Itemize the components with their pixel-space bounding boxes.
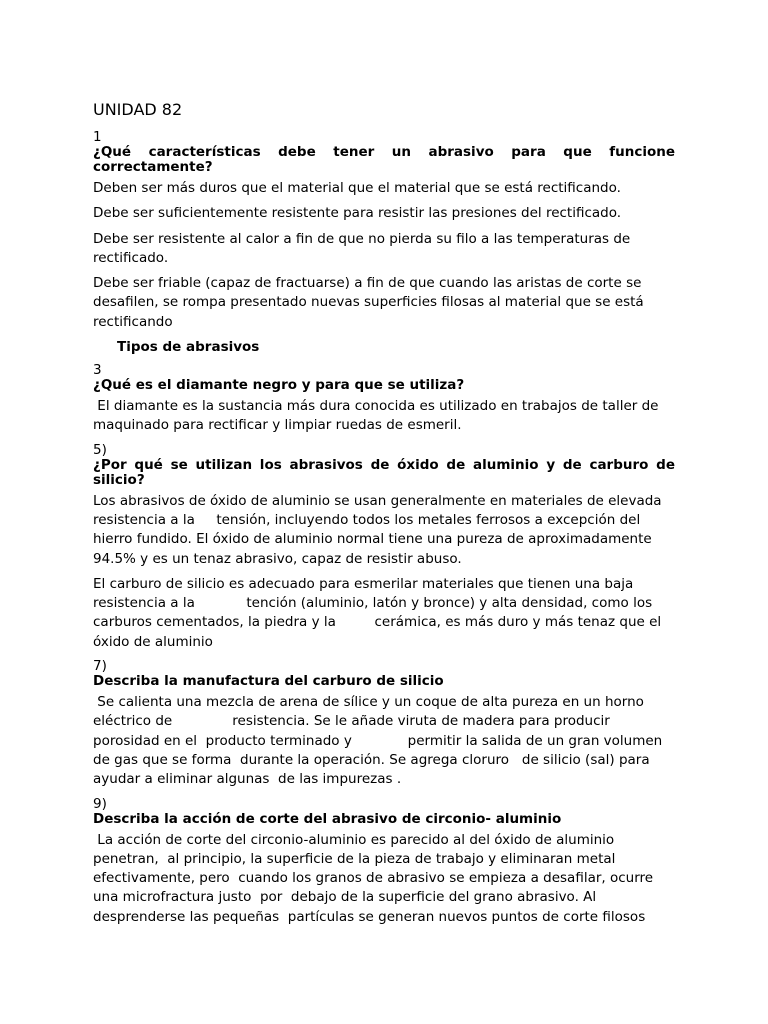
answer-3: El diamante es la sustancia más dura conocida es utilizado en trabajos de taller de maquinado para rectificar y limpiar ruedas de esmeril. bbox=[93, 398, 668, 434]
document-page bbox=[93, 100, 675, 933]
answer-1-a: Deben ser más duros que el material que el material que se está rectificando. bbox=[93, 180, 621, 196]
question-7: Describa la manufactura del carburo de silicio bbox=[93, 673, 444, 690]
answer-5-b: El carburo de silicio es adecuado para esmerilar materiales que tienen una baja resistencia a la tención (aluminio, latón y bronce) y alta densidad, como los carburos cementados, la piedra y la cerámica, es más duro y más tenaz que el óxido de aluminio bbox=[93, 575, 666, 650]
document-title: UNIDAD 82 bbox=[93, 100, 183, 119]
answer-7: Se calienta una mezcla de arena de sílice y un coque de alta pureza en un horno eléctrico de resistencia. Se le añade viruta de madera para producir porosidad en el producto terminado y permitir la salida de un gran volumen de gas que se forma durante la operación. Se agrega cloruro de silicio (sal) para ayudar a eliminar algunas de las impurezas . bbox=[93, 694, 667, 788]
section-number-1: 1 bbox=[93, 129, 102, 145]
answer-5-a: Los abrasivos de óxido de aluminio se usan generalmente en materiales de elevada resistencia a la tensión, incluyendo todos los metales ferrosos a excepción del hierro fundido. El óxido de aluminio normal tiene una pureza de aproximadamente 94.5% y es un tenaz abrasivo, capaz de resistir abuso. bbox=[93, 492, 666, 567]
question-5: ¿Por qué se utilizan los abrasivos de óxido de aluminio y de carburo de silicio? bbox=[93, 456, 675, 488]
section-number-3: 3 bbox=[93, 362, 102, 379]
subheading-tipos-de-abrasivos: Tipos de abrasivos bbox=[117, 339, 260, 356]
answer-9: La acción de corte del circonio-aluminio es parecido al del óxido de aluminio penetran, al principio, la superficie de la pieza de trabajo y eliminaran metal efectivamente, pero cuando los granos de abrasivo se empieza a desafilar, ocurre una microfractura justo por debajo de la superficie del grano abrasivo. Al desprenderse las pequeñas partículas se generan nuevos puntos de corte filosos bbox=[93, 831, 658, 925]
answer-1-b: Debe ser suficientemente resistente para resistir las presiones del rectificado. bbox=[93, 205, 622, 222]
question-3: ¿Qué es el diamante negro y para que se utiliza? bbox=[93, 377, 465, 394]
question-9: Describa la acción de corte del abrasivo de circonio- aluminio bbox=[93, 810, 562, 827]
answer-1-c: Debe ser resistente al calor a fin de que no pierda su filo a las temperaturas de rectificado. bbox=[93, 230, 631, 266]
section-number-5: 5) bbox=[93, 441, 107, 458]
answer-1-d: Debe ser friable (capaz de fractuarse) a fin de que cuando las aristas de corte se desafilen, se rompa presentado nuevas superficies filosas al material que se está rectificando bbox=[93, 275, 644, 330]
section-number-9: 9) bbox=[93, 795, 107, 812]
question-1: ¿Qué características debe tener un abrasivo para que funcione correctamente? bbox=[93, 144, 675, 175]
section-number-7: 7) bbox=[93, 658, 107, 675]
